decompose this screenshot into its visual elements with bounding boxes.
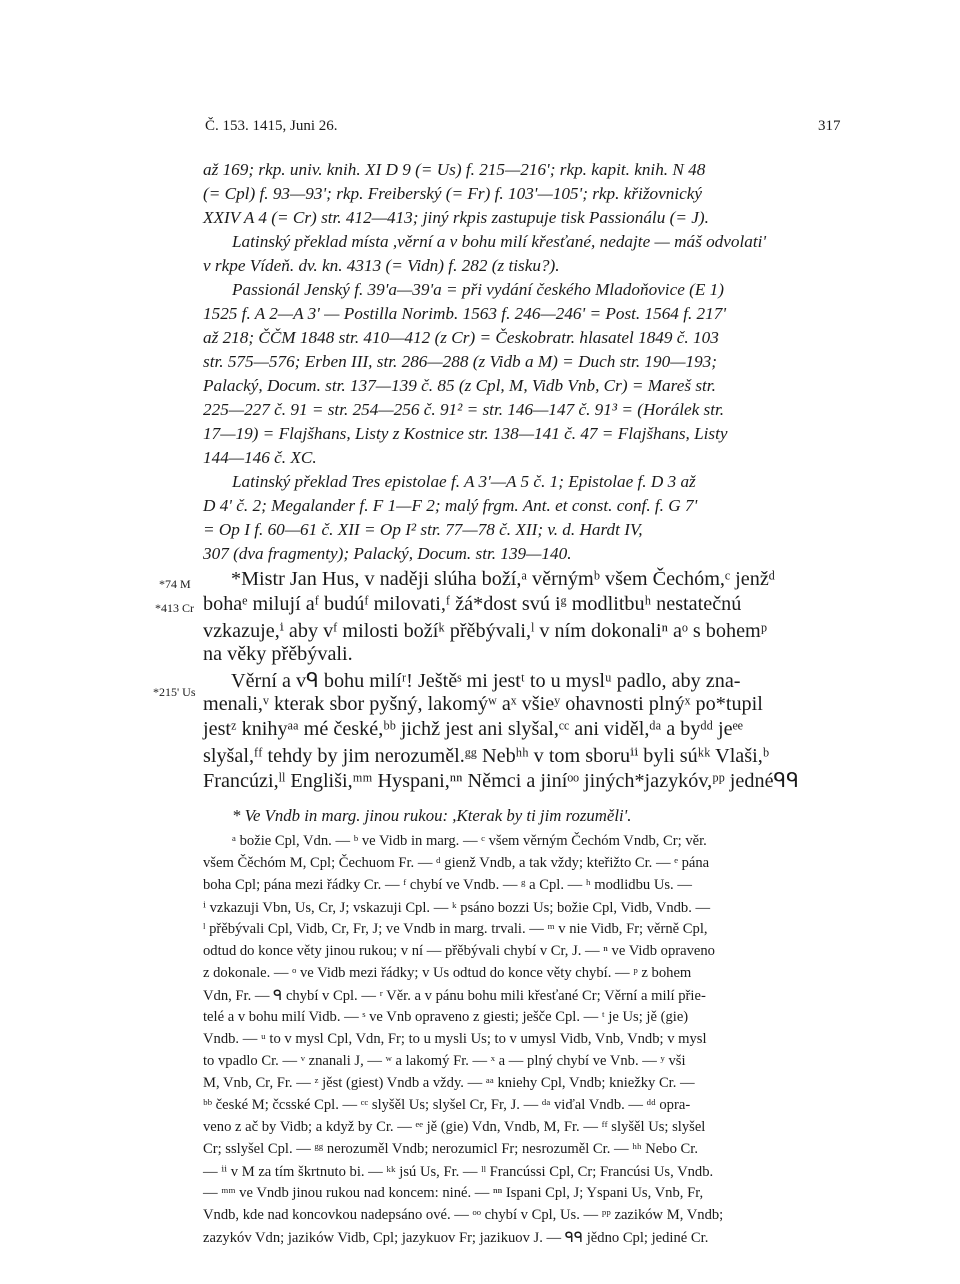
bibliography-line: 225—227 č. 91 = str. 254—256 č. 91² = str. 146—147 č. 91³ = (Horálek str. <box>203 400 725 419</box>
bibliography-line: 307 (dva fragmenty); Palacký, Docum. str. 139—140. <box>203 544 572 563</box>
footnote-line: ᵇᵇ české M; čcsské Cpl. — ᶜᶜ slyšěl Us; slyšel Cr, Fr, J. — ᵈᵃ viďal Vndb. — ᵈᵈ opra- <box>203 1097 691 1113</box>
footnote-line: všem Čěchóm M, Cpl; Čechuom Fr. — ᵈ gienž Vndb, a tak vždy; kteřižto Cr. — ᵉ pána <box>203 855 710 871</box>
footnote-line: Vndb. — ᵘ to v mysl Cpl, Vdn, Fr; to u mysli Us; to v umysl Vidb, Vnb, Vndb; v mysl <box>203 1031 707 1047</box>
bibliography-line: str. 575—576; Erben III, str. 286—288 (z Vidb a M) = Duch str. 190—193; <box>203 352 718 371</box>
marginal-footnote: * Ve Vndb in marg. jinou rukou: ,Kterak by ti jim rozuměli'. <box>232 806 632 825</box>
footnote-line: odtud do konce věty jinou rukou; v ní — přěbývali chybí v Cr, J. — ⁿ ve Vidb opraveno <box>203 943 715 959</box>
footnote-line: M, Vnb, Cr, Fr. — ᶻ jěst (giest) Vndb a vždy. — ᵃᵃ kniehy Cpl, Vndb; kniežky Cr. — <box>203 1075 695 1091</box>
margin-note: *215' Us <box>153 685 196 699</box>
bibliography-line: Passionál Jenský f. 39'a—39'a = při vydání českého Mladoňovice (E 1) <box>232 280 724 299</box>
footnote-line: veno z ač by Vidb; a když by Cr. — ᵉᵉ jě (gie) Vdn, Vndb, M, Fr. — ᶠᶠ slyšěl Us; slyšel <box>203 1119 706 1135</box>
footnote-line: Vndb, kde nad koncovkou nadepsáno ové. — ᵒᵒ chybí v Cpl, Us. — ᵖᵖ zazików M, Vndb; <box>203 1207 724 1223</box>
letter-line: jestᶻ knihyᵃᵃ mé české,ᵇᵇ jichž jest ani slyšal,ᶜᶜ ani viděl,ᵈᵃ a byᵈᵈ jeᵉᵉ <box>203 718 743 740</box>
footnote-line: — ⁱⁱ v M za tím škrtnuto bi. — ᵏᵏ jsú Us, Fr. — ˡˡ Francússi Cpl, Cr; Francúsi Us, Vndb. <box>203 1164 714 1180</box>
footnote-line: Cr; sslyšel Cpl. — ᵍᵍ nerozuměl Vndb; nerozumicl Fr; nesrozuměl Cr. — ʰʰ Nebo Cr. <box>203 1141 698 1157</box>
bibliography-line: D 4' č. 2; Megalander f. F 1—F 2; malý frgm. Ant. et const. conf. f. G 7' <box>203 496 698 515</box>
page-number: 317 <box>818 118 841 134</box>
bibliography-line: 17—19) = Flajšhans, Listy z Kostnice str. 138—141 č. 47 = Flajšhans, Listy <box>203 424 728 443</box>
footnote-line: ⁱ vzkazuji Vbn, Us, Cr, J; vskazuji Cpl. — ᵏ psáno bozzi Us; božie Cpl, Vidb, Vndb. — <box>203 900 711 916</box>
bibliography-line: v rkpe Vídeň. dv. kn. 4313 (= Vidn) f. 282 (z tisku?). <box>203 256 560 275</box>
bibliography-line: Latinský překlad místa ,věrní a v bohu milí křesťané, nedajte — máš odvolati' <box>232 232 767 251</box>
letter-line: vzkazuje,ⁱ aby vᶠ milosti božíᵏ přěbývali,ˡ v ním dokonaliⁿ aᵒ s bohemᵖ <box>203 620 768 642</box>
footnote-line: Vdn, Fr. — ᑫ chybí v Cpl. — ʳ Věr. a v pánu bohu mili křesťané Cr; Věrní a milí přie- <box>203 988 706 1004</box>
letter-line: na věky přěbývali. <box>203 643 353 665</box>
bibliography-line: (= Cpl) f. 93—93'; rkp. Freiberský (= Fr) f. 103'—105'; rkp. křižovnický <box>203 184 702 203</box>
footnote-line: to vpadlo Cr. — ᵛ znanali J, — ʷ a lakomý Fr. — ˣ a — plný chybí ve Vnb. — ʸ vši <box>203 1053 686 1069</box>
bibliography-line: až 169; rkp. univ. knih. XI D 9 (= Us) f. 215—216'; rkp. kapit. knih. N 48 <box>203 160 706 179</box>
footnote-line: zazykóv Vdn; jazików Vidb, Cpl; jazykuov Fr; jazikuov J. — ᑫᑫ jědno Cpl; jediné Cr. <box>203 1230 709 1246</box>
bibliography-line: 144—146 č. XC. <box>203 448 317 467</box>
letter-line: bohaᵉ milují aᶠ budúᶠ milovati,ᶠ žá*dost svú iᵍ modlitbuʰ nestatečnú <box>203 593 742 615</box>
letter-line: Věrní a vᑫ bohu milíʳ! Ještěˢ mi jestᵗ to u myslᵘ padlo, aby zna- <box>231 670 741 692</box>
letter-line: slyšal,ᶠᶠ tehdy by jim nerozuměl.ᵍᵍ Nebʰʰ v tom sboruⁱⁱ byli súᵏᵏ Vlaši,ᵇ <box>203 745 770 767</box>
margin-note: *413 Cr <box>155 601 194 615</box>
bibliography-line: Latinský překlad Tres epistolae f. A 3'—A 5 č. 1; Epistolae f. D 3 až <box>232 472 696 491</box>
margin-note: *74 M <box>159 577 191 591</box>
footnote-line: z dokonale. — ᵒ ve Vidb mezi řádky; v Us odtud do konce věty chybí. — ᵖ z bohem <box>203 965 692 981</box>
bibliography-line: = Op I f. 60—61 č. XII = Op I² str. 77—78 č. XII; v. d. Hardt IV, <box>203 520 643 539</box>
bibliography-line: Palacký, Docum. str. 137—139 č. 85 (z Cpl, M, Vidb Vnb, Cr) = Mareš str. <box>203 376 716 395</box>
footnote-line: telé a v bohu milí Vidb. — ˢ ve Vnb opraveno z giesti; ješče Cpl. — ᵗ je Us; jě (gie) <box>203 1009 689 1025</box>
bibliography-line: 1525 f. A 2—A 3' — Postilla Norimb. 1563 f. 246—246' = Post. 1564 f. 217' <box>203 304 727 323</box>
letter-line: *Mistr Jan Hus, v naději slúha boží,ᵃ věrnýmᵇ všem Čechóm,ᶜ jenžᵈ <box>231 568 776 590</box>
header-document-reference: Č. 153. 1415, Juni 26. <box>205 118 338 134</box>
footnote-line: ˡ přěbývali Cpl, Vidb, Cr, Fr, J; ve Vndb in marg. trvali. — ᵐ v nie Vidb, Fr; věrně Cpl, <box>203 921 708 937</box>
bibliography-line: až 218; ČČM 1848 str. 410—412 (z Cr) = Českobratr. hlasatel 1849 č. 103 <box>203 328 719 347</box>
letter-line: menali,ᵛ kterak sbor pyšný, lakomýʷ aˣ všieʸ ohavnosti plnýˣ po*tupil <box>203 693 763 715</box>
bibliography-line: XXIV A 4 (= Cr) str. 412—413; jiný rkpis zastupuje tisk Passionálu (= J). <box>203 208 709 227</box>
footnote-line: ᵃ božie Cpl, Vdn. — ᵇ ve Vidb in marg. — ᶜ všem věrným Čechóm Vndb, Cr; věr. <box>232 833 707 849</box>
footnote-line: — ᵐᵐ ve Vndb jinou rukou nad koncem: niné. — ⁿⁿ Ispani Cpl, J; Yspani Us, Vnb, Fr, <box>203 1185 704 1201</box>
footnote-line: boha Cpl; pána mezi řádky Cr. — ᶠ chybí ve Vndb. — ᵍ a Cpl. — ʰ modlidbu Us. — <box>203 877 692 893</box>
letter-line: Francúzi,ˡˡ Engliši,ᵐᵐ Hyspani,ⁿⁿ Němci a jiníᵒᵒ jiných*jazykóv,ᵖᵖ jednéᑫᑫ <box>203 770 799 792</box>
